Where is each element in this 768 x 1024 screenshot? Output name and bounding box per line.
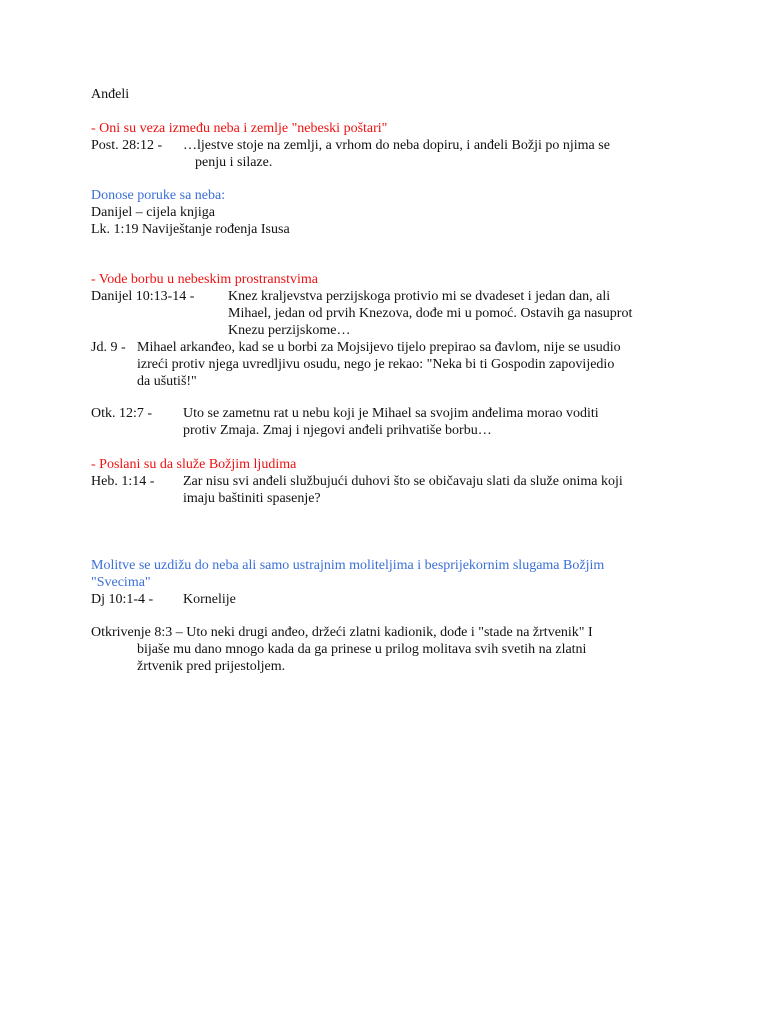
verse-reference: Dj 10:1-4 -	[91, 592, 154, 607]
verse-text-line: penju i silaze.	[195, 155, 273, 170]
verse-text-line: Knezu perzijskome…	[228, 323, 351, 338]
section-heading-battle: - Vode borbu u nebeskim prostranstvima	[91, 272, 318, 287]
verse-text-line: izreći protiv njega uvredljivu osudu, nego je rekao: "Neka bi ti Gospodin zapovijedio	[137, 357, 615, 372]
section-heading-messages: Donose poruke sa neba:	[91, 188, 226, 203]
section-heading-servants: - Poslani su da služe Božjim ljudima	[91, 457, 297, 472]
verse-text-line: da ušutiš!"	[137, 374, 197, 389]
verse-text-line: imaju baštiniti spasenje?	[183, 491, 321, 506]
document-title: Anđeli	[91, 87, 130, 102]
verse-reference: Jd. 9 -	[91, 340, 126, 355]
verse-reference: Danijel 10:13-14 -	[91, 289, 195, 304]
verse-text-line: bijaše mu dano mnogo kada da ga prinese u prilog molitava svih svetih na zlatni	[137, 642, 587, 657]
verse-text-line: Otkrivenje 8:3 – Uto neki drugi anđeo, držeći zlatni kadionik, dođe i "stade na žrtvenik" I	[91, 625, 593, 640]
reference-line: Lk. 1:19 Naviještanje rođenja Isusa	[91, 222, 290, 237]
verse-text-line: žrtvenik pred prijestoljem.	[137, 659, 286, 674]
reference-line: Danijel – cijela knjiga	[91, 205, 216, 220]
verse-reference: Heb. 1:14 -	[91, 474, 155, 489]
verse-text-line: Mihael, jedan od prvih Knezova, dođe mi u pomoć. Ostavih ga nasuprot	[228, 306, 633, 321]
verse-text-line: Uto se zametnu rat u nebu koji je Mihael sa svojim anđelima morao voditi	[183, 406, 599, 421]
verse-reference: Post. 28:12 -	[91, 138, 163, 153]
section-heading-prayers-cont: "Svecima"	[91, 575, 151, 590]
verse-text-line: Kornelije	[183, 592, 236, 607]
section-heading-messengers: - Oni su veza između neba i zemlje "nebeski poštari"	[91, 121, 388, 136]
verse-text-line: Zar nisu svi anđeli službujući duhovi što se običavaju slati da služe onima koji	[183, 474, 623, 489]
section-heading-prayers: Molitve se uzdižu do neba ali samo ustrajnim moliteljima i besprijekornim slugama Božjim	[91, 558, 605, 573]
verse-text-line: Mihael arkanđeo, kad se u borbi za Mojsijevo tijelo prepirao sa đavlom, nije se usudio	[137, 340, 621, 355]
verse-text-line: Knez kraljevstva perzijskoga protivio mi se dvadeset i jedan dan, ali	[228, 289, 611, 304]
verse-text-line: …ljestve stoje na zemlji, a vrhom do neba dopiru, i anđeli Božji po njima se	[183, 138, 610, 153]
verse-text-line: protiv Zmaja. Zmaj i njegovi anđeli prihvatiše borbu…	[183, 423, 492, 438]
verse-reference: Otk. 12:7 -	[91, 406, 153, 421]
